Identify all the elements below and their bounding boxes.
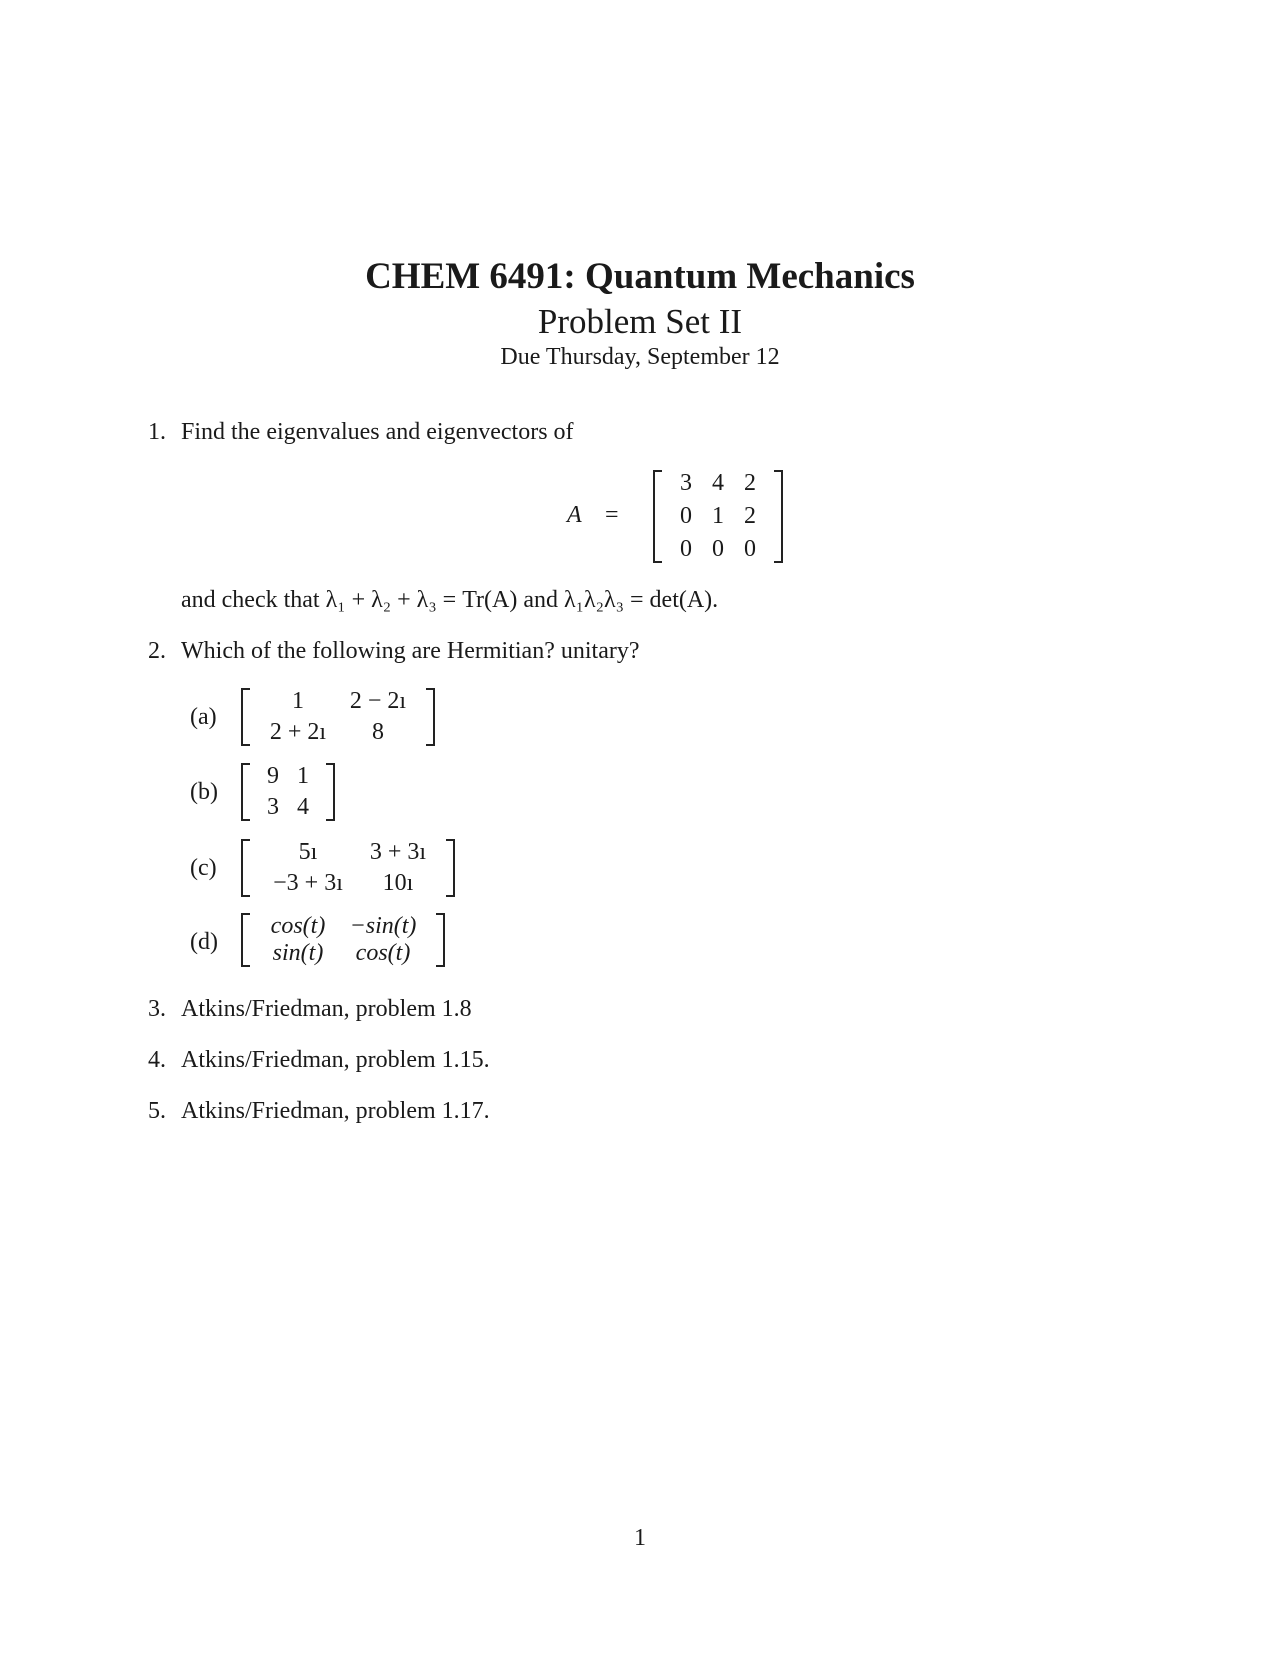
problem-5-text: Atkins/Friedman, problem 1.17. bbox=[181, 1098, 490, 1124]
problem-3-number: 3. bbox=[148, 996, 166, 1022]
matrix-cell: 0 bbox=[744, 536, 756, 562]
matrix-cell: cos(t) bbox=[270, 913, 326, 939]
problem-2-text: Which of the following are Hermitian? unitary? bbox=[181, 638, 640, 664]
document-subtitle: Problem Set II bbox=[537, 302, 743, 341]
matrix-part-c bbox=[241, 839, 455, 897]
matrix-cell: 1 bbox=[292, 688, 304, 714]
problem-5-number: 5. bbox=[148, 1098, 166, 1124]
document-title: CHEM 6491: Quantum Mechanics bbox=[365, 256, 915, 297]
matrix-cell: 4 bbox=[712, 470, 724, 496]
matrix-cell: 1 bbox=[297, 763, 309, 789]
matrix-part-a bbox=[241, 688, 435, 746]
matrix-cell: −sin(t) bbox=[349, 913, 417, 939]
matrix-cell: 1 bbox=[712, 503, 724, 529]
problem-3-text: Atkins/Friedman, problem 1.8 bbox=[181, 996, 472, 1022]
matrix-cell: cos(t) bbox=[355, 940, 411, 966]
equals-sign: = bbox=[605, 502, 619, 528]
matrix-cell: 3 bbox=[267, 794, 279, 820]
matrix-cell: 2 bbox=[744, 470, 756, 496]
matrix-cell: 2 + 2ı bbox=[269, 719, 327, 745]
matrix-cell: −3 + 3ı bbox=[273, 870, 343, 896]
matrix-cell: 8 bbox=[372, 719, 384, 745]
matrix-cell: 0 bbox=[680, 503, 692, 529]
matrix-cell: 0 bbox=[680, 536, 692, 562]
matrix-a-label: A bbox=[567, 502, 582, 528]
due-date: Due Thursday, September 12 bbox=[500, 344, 780, 370]
matrix-cell: 10ı bbox=[382, 870, 414, 896]
matrix-cell: 0 bbox=[712, 536, 724, 562]
problem-1-followup: and check that λ₁ + λ₂ + λ₃ = Tr(A) and λ₁λ₂λ₃ = det(A). bbox=[181, 587, 719, 613]
matrix-part-b bbox=[241, 763, 335, 821]
problem-2-number: 2. bbox=[148, 638, 166, 664]
part-d-label: (d) bbox=[190, 929, 218, 955]
matrix-cell: 2 − 2ı bbox=[349, 688, 407, 714]
matrix-cell: sin(t) bbox=[272, 940, 324, 966]
part-a-label: (a) bbox=[190, 704, 217, 730]
matrix-part-d bbox=[241, 913, 445, 967]
problem-1-text: Find the eigenvalues and eigenvectors of bbox=[181, 419, 574, 445]
page-number: 1 bbox=[634, 1525, 646, 1551]
matrix-a bbox=[653, 470, 783, 563]
matrix-cell: 3 + 3ı bbox=[369, 839, 427, 865]
matrix-cell: 4 bbox=[297, 794, 309, 820]
part-c-label: (c) bbox=[190, 855, 217, 881]
matrix-cell: 2 bbox=[744, 503, 756, 529]
matrix-cell: 5ı bbox=[298, 839, 318, 865]
problem-4-text: Atkins/Friedman, problem 1.15. bbox=[181, 1047, 490, 1073]
matrix-cell: 9 bbox=[267, 763, 279, 789]
matrix-cell: 3 bbox=[680, 470, 692, 496]
problem-4-number: 4. bbox=[148, 1047, 166, 1073]
part-b-label: (b) bbox=[190, 779, 218, 805]
problem-1-number: 1. bbox=[148, 419, 166, 445]
